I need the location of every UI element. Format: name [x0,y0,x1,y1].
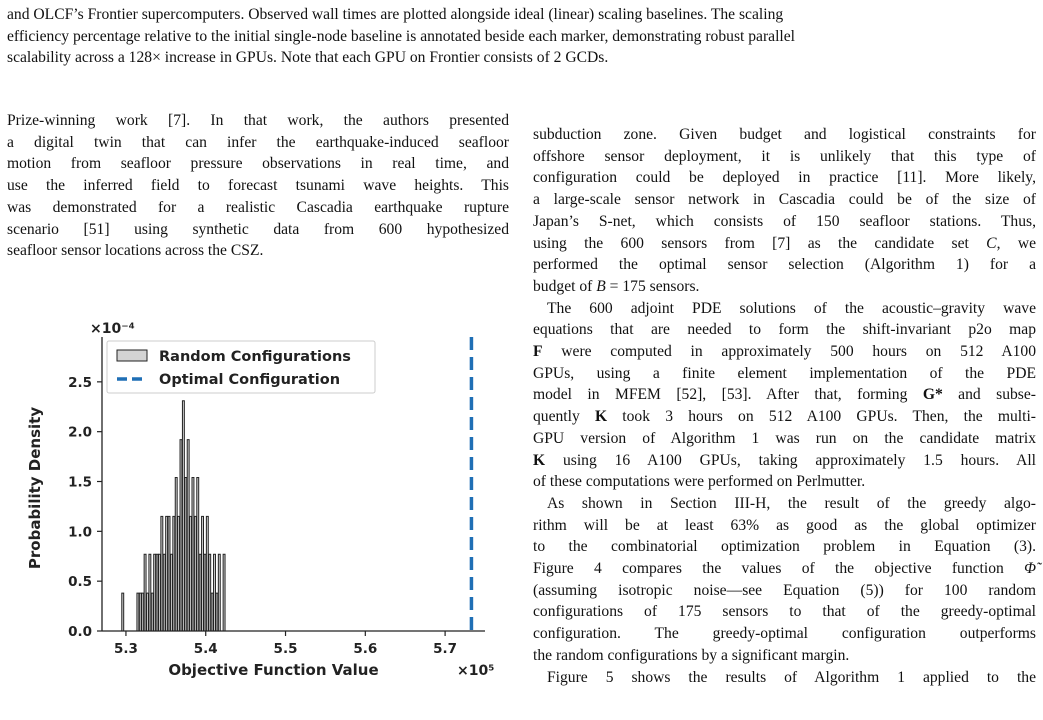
caption-line: efficiency percentage relative to the initial single-node baseline is annotated beside each marker, demonstrating robust parallel [7,27,795,45]
y-ticks [68,375,102,640]
text-line: As shown in Section III-H, the result of the greedy algo- [547,494,1036,512]
histogram-bar [216,593,218,631]
text-line: a digital twin that can infer the earthquake-induced seafloor [7,133,509,151]
histogram-bar [202,516,204,631]
histogram-bar [144,554,146,631]
text-line: configurations of 175 sensors to that of the greedy-optimal [533,603,1036,621]
histogram-bar [149,554,151,631]
histogram-bar [187,440,189,631]
figure-caption [7,4,1037,69]
text-line: equations that are needed to form the shift-invariant p2o map [533,321,1036,339]
text-line: Figure 5 shows the results of Algorithm 1 applied to the [547,668,1036,686]
histogram-bar [190,516,192,631]
caption-line: and OLCF’s Frontier supercomputers. Observed wall times are plotted alongside ideal (linear) scaling baselines. The scaling [7,6,784,23]
x-tick-label: 5.4 [193,641,218,657]
text-line: Japan’s S-net, which consists of 150 seafloor stations. Thus, [533,212,1036,230]
text-line: scenario [51] using synthetic data from 600 hypothesized [7,220,509,238]
histogram-bar [214,554,216,631]
histogram-bar [223,554,225,631]
text-line: using the 600 sensors from [7] as the candidate set C, we [533,234,1037,252]
legend [107,341,375,393]
text-line: (assuming isotropic noise—see Equation (5)) for 100 random [533,581,1036,599]
legend-label-random: Random Configurations [159,349,351,365]
text-line: K using 16 A100 GPUs, taking approximately 1.5 hours. All [533,451,1036,469]
y-tick-label: 0.0 [68,624,92,640]
histogram-bar [151,593,153,631]
histogram-bar [180,440,182,631]
histogram-bar [137,593,139,631]
text-line: GPUs, using a finite element implementation of the PDE [533,364,1036,382]
legend-label-optimal: Optimal Configuration [159,372,341,388]
histogram-bar [156,554,158,631]
y-tick-label: 1.0 [68,524,92,541]
histogram-bar [147,593,149,631]
text-line: budget of B = 175 sensors. [533,277,700,295]
text-line: motion from seafloor pressure observations in real time, and [7,155,509,173]
y-tick-label: 1.5 [68,474,92,491]
histogram-bar [204,554,206,631]
histogram-bar [161,516,163,631]
left-column-text [7,110,509,262]
text-line: quently K took 3 hours on 512 A100 GPUs. Then, the multi- [533,408,1036,426]
text-line: was demonstrated for a realistic Cascadia earthquake rupture [7,198,509,216]
caption-line: scalability across a 128× increase in GPUs. Note that each GPU on Frontier consists of 2 GCDs. [7,49,609,66]
y-tick-label: 0.5 [68,574,92,591]
histogram-figure [20,312,525,712]
text-line: to the combinatorial optimization problem in Equation (3). [533,538,1036,556]
histogram-bar [178,516,180,631]
histogram-bar [218,554,220,631]
histogram-bar [185,478,187,631]
histogram-bar [122,593,124,631]
x-tick-label: 5.5 [273,641,298,657]
histogram-bar [194,516,196,631]
right-column-text [533,124,1036,688]
y-tick-label: 2.0 [68,424,92,441]
text-line: configuration could be deployed in practice [11]. More likely, [533,169,1036,187]
y-scale-label: ×10⁻⁴ [90,321,135,337]
text-line: use the inferred field to forecast tsunami wave heights. This [7,177,509,195]
text-line: F were computed in approximately 500 hours on 512 A100 [533,343,1036,361]
x-tick-label: 5.6 [353,641,378,657]
histogram-bar [139,593,141,631]
text-line: GPU version of Algorithm 1 was run on the candidate matrix [533,429,1036,447]
histogram-bar [142,593,144,631]
histogram-bar [158,554,160,631]
histogram-bar [211,593,213,631]
text-line: performed the optimal sensor selection (Algorithm 1) for a [533,256,1036,274]
histogram-bar [166,516,168,631]
histogram-bar [209,554,211,631]
text-line: the random configurations by a significant margin. [533,646,850,664]
text-line: of these computations were performed on Perlmutter. [533,473,866,491]
x-axis-label: Objective Function Value [168,661,379,679]
x-tick-label: 5.7 [433,641,458,657]
x-tick-label: 5.3 [113,641,138,657]
x-scale-label: ×10⁵ [457,663,495,679]
histogram-bar [170,554,172,631]
text-line: a large-scale sensor network in Cascadia could be of the size of [533,191,1036,209]
x-ticks [114,631,457,657]
histogram-bar [173,516,175,631]
y-axis-label: Probability Density [26,406,44,570]
text-line: Prize-winning work [7]. In that work, the authors presented [7,112,509,129]
text-line: The 600 adjoint PDE solutions of the acoustic–gravity wave [547,299,1036,317]
histogram-bars [122,401,225,631]
text-line: seafloor sensor locations across the CSZ. [7,242,264,260]
histogram-bar [175,478,177,631]
histogram-bar [206,516,208,631]
legend-swatch-random [117,350,147,361]
histogram-bar [168,516,170,631]
text-line: offshore sensor deployment, it is unlikely that this type of [533,147,1036,165]
histogram-bar [199,554,201,631]
text-line: subduction zone. Given budget and logistical constraints for [533,126,1036,143]
histogram-bar [154,554,156,631]
text-line: Figure 4 compares the values of the objective function Φ̃ [533,560,1036,578]
text-line: configuration. The greedy-optimal configuration outperforms [533,625,1036,643]
text-line: model in MFEM [52], [53]. After that, forming G* and subse- [533,386,1036,404]
histogram-bar [163,554,165,631]
text-line: rithm will be at least 63% as good as the global optimizer [533,516,1036,534]
y-tick-label: 2.5 [68,374,92,391]
histogram-bar [192,478,194,631]
histogram-bar [197,478,199,631]
histogram-bar [182,401,184,631]
